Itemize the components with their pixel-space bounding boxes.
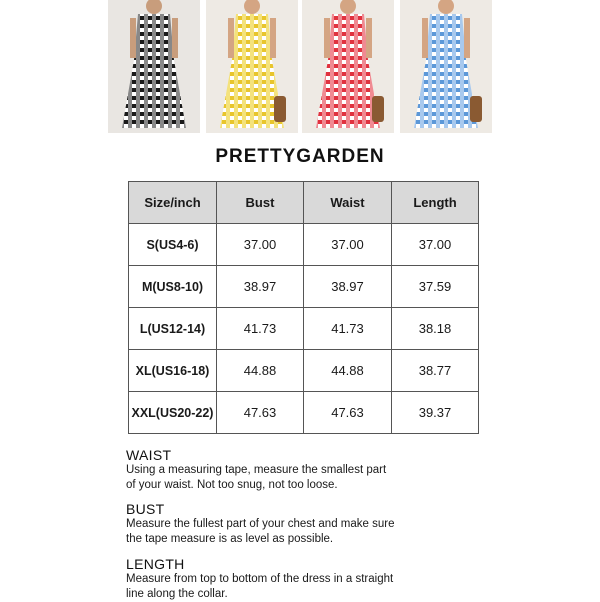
- table-row: [129, 308, 479, 350]
- bust-cell: 47.63: [217, 392, 304, 434]
- dress-illustration: [108, 0, 200, 133]
- length-cell: 38.18: [392, 308, 479, 350]
- waist-note-title: WAIST: [126, 447, 172, 463]
- header-waist: Waist: [304, 182, 392, 224]
- waist-cell: 41.73: [304, 308, 392, 350]
- length-note: [126, 556, 426, 602]
- size-cell: S(US4-6): [129, 224, 217, 266]
- size-cell: XL(US16-18): [129, 350, 217, 392]
- product-photo-red: [302, 0, 394, 133]
- table-row: [129, 350, 479, 392]
- length-note-line-2: line along the collar.: [126, 588, 228, 600]
- waist-note-line-1: Using a measuring tape, measure the smallest part: [126, 464, 387, 476]
- product-photo-black: [108, 0, 200, 133]
- table-row: [129, 224, 479, 266]
- dress-illustration: [206, 0, 298, 133]
- bust-cell: 37.00: [217, 224, 304, 266]
- size-chart-table: [128, 181, 479, 434]
- bust-note-title: BUST: [126, 501, 165, 517]
- size-cell: L(US12-14): [129, 308, 217, 350]
- length-note-line-1: Measure from top to bottom of the dress in a straight: [126, 573, 394, 585]
- header-length: Length: [392, 182, 479, 224]
- waist-cell: 38.97: [304, 266, 392, 308]
- bust-cell: 38.97: [217, 266, 304, 308]
- bust-note: [126, 501, 426, 547]
- size-cell: M(US8-10): [129, 266, 217, 308]
- brand-title: PRETTYGARDEN: [215, 146, 385, 167]
- waist-cell: 47.63: [304, 392, 392, 434]
- table-row: [129, 392, 479, 434]
- length-cell: 37.00: [392, 224, 479, 266]
- length-cell: 38.77: [392, 350, 479, 392]
- table-header-row: [129, 182, 479, 224]
- dress-illustration: [400, 0, 492, 133]
- bust-cell: 41.73: [217, 308, 304, 350]
- length-cell: 37.59: [392, 266, 479, 308]
- product-photo-blue: [400, 0, 492, 133]
- bust-note-line-1: Measure the fullest part of your chest and make sure: [126, 518, 395, 530]
- product-photo-yellow: [206, 0, 298, 133]
- bust-cell: 44.88: [217, 350, 304, 392]
- length-cell: 39.37: [392, 392, 479, 434]
- size-cell: XXL(US20-22): [129, 392, 217, 434]
- waist-note: [126, 447, 426, 493]
- header-bust: Bust: [217, 182, 304, 224]
- length-note-title: LENGTH: [126, 556, 185, 572]
- waist-cell: 44.88: [304, 350, 392, 392]
- dress-illustration: [302, 0, 394, 133]
- table-row: [129, 266, 479, 308]
- bust-note-line-2: the tape measure is as level as possible.: [126, 533, 334, 545]
- header-size: Size/inch: [129, 182, 217, 224]
- waist-note-line-2: of your waist. Not too snug, not too loose.: [126, 479, 338, 491]
- waist-cell: 37.00: [304, 224, 392, 266]
